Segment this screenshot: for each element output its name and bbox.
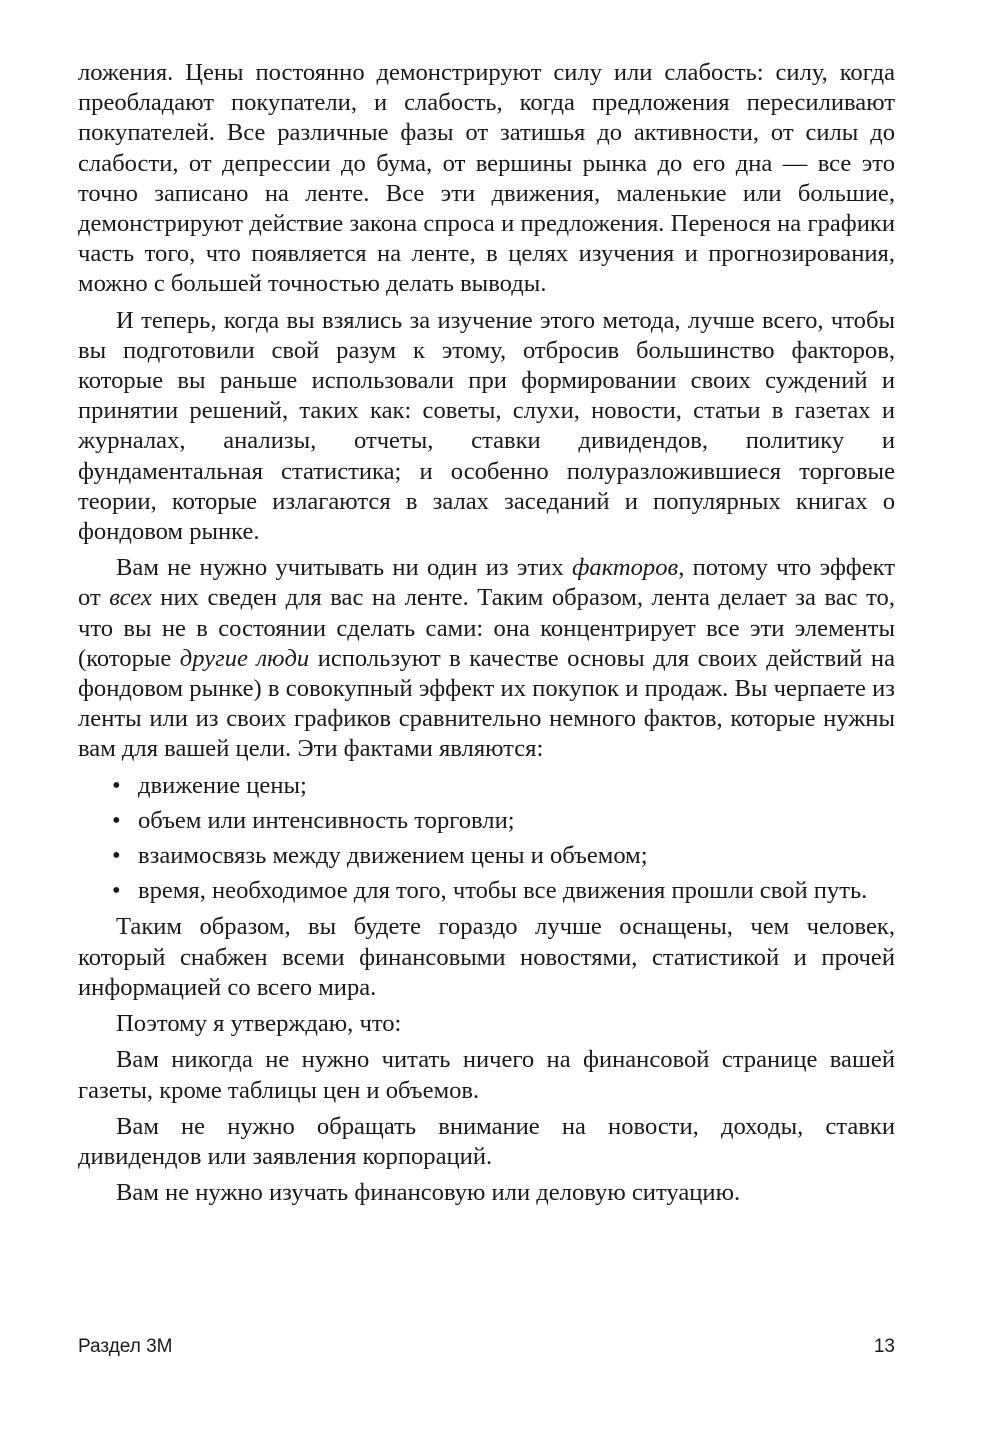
paragraph-3-text: них сведен для вас на ленте. Таким образом, лента делает за вас то, что вы не в состоянии сделать сами: она концентрирует все эти элементы (которые <box>78 584 895 672</box>
bullet-icon: • <box>112 877 121 905</box>
page-number: 13 <box>873 1336 895 1357</box>
italic-emphasis: всех <box>109 584 152 612</box>
paragraph-2: И теперь, когда вы взялись за изучение этого метода, лучше всего, чтобы вы подготовили свой разум к этому, отбросив большинство факторов, которые вы раньше использовали при формировании своих суждений и принятии решений, таких как: советы, слухи, новости, статьи в газетах и журналах, анализы, отчеты, ставки дивидендов, политику и фундаментальная статистика; и особенно полуразложившиеся торговые теории, которые излагаются в залах заседаний и популярных книгах о фондовом рынке. <box>78 306 895 546</box>
paragraph-8: Вам не нужно изучать финансовую или деловую ситуацию. <box>116 1179 741 1207</box>
list-item-text: движение цены; <box>138 771 307 799</box>
paragraph-3-text: используют в качестве основы для своих действий на фондовом рынке) в совокупный эффект их покупок и продаж. Вы черпаете из ленты или из своих графиков сравнительно немного фактов, которые нужны вам для вашей цели. Эти фактами являются: <box>78 644 895 763</box>
list-item-text: взаимосвязь между движением цены и объемом; <box>138 842 648 870</box>
paragraph-3-text: , потому что эффект от <box>78 554 896 612</box>
bullet-icon: • <box>112 842 121 870</box>
section-label: Раздел 3М <box>78 1336 173 1357</box>
list-item-text: время, необходимое для того, чтобы все движения прошли свой путь. <box>138 877 868 905</box>
paragraph-5: Поэтому я утверждаю, что: <box>116 1010 402 1038</box>
paragraph-3-text: Вам не нужно учитывать ни один из этих <box>116 554 572 582</box>
paragraph-3 <box>78 553 895 764</box>
bullet-icon: • <box>112 806 121 834</box>
list-item-text: объем или интенсивность торговли; <box>138 806 515 834</box>
italic-emphasis: другие люди <box>179 644 310 672</box>
list-item <box>112 841 895 871</box>
bullet-icon: • <box>112 771 121 799</box>
paragraph-6: Вам никогда не нужно читать ничего на финансовой странице вашей газеты, кроме таблицы цен и объемов. <box>78 1046 895 1104</box>
list-item <box>112 771 895 801</box>
list-item <box>112 806 895 836</box>
facts-list <box>78 771 895 907</box>
italic-emphasis: факторов <box>571 554 679 582</box>
paragraph-1: ложения. Цены постоянно демонстрируют силу или слабость: силу, когда преобладают покупатели, и слабость, когда предложения пересиливают покупателей. Все различные фазы от затишья до активности, от силы до слабости, от депрессии до бума, от вершины рынка до его дна — все это точно записано на ленте. Все эти движения, маленькие или большие, демонстрируют действие закона спроса и предложения. Перенося на графики часть того, что появляется на ленте, в целях изучения и прогнозирования, можно с большей точностью делать выводы. <box>78 59 895 298</box>
page-body <box>78 58 895 1208</box>
list-item <box>112 876 895 906</box>
paragraph-7: Вам не нужно обращать внимание на новости, доходы, ставки дивидендов или заявления корпораций. <box>78 1112 895 1170</box>
paragraph-4: Таким образом, вы будете гораздо лучше оснащены, чем человек, который снабжен всеми финансовыми новостями, статистикой и прочей информацией со всего мира. <box>78 913 895 1001</box>
